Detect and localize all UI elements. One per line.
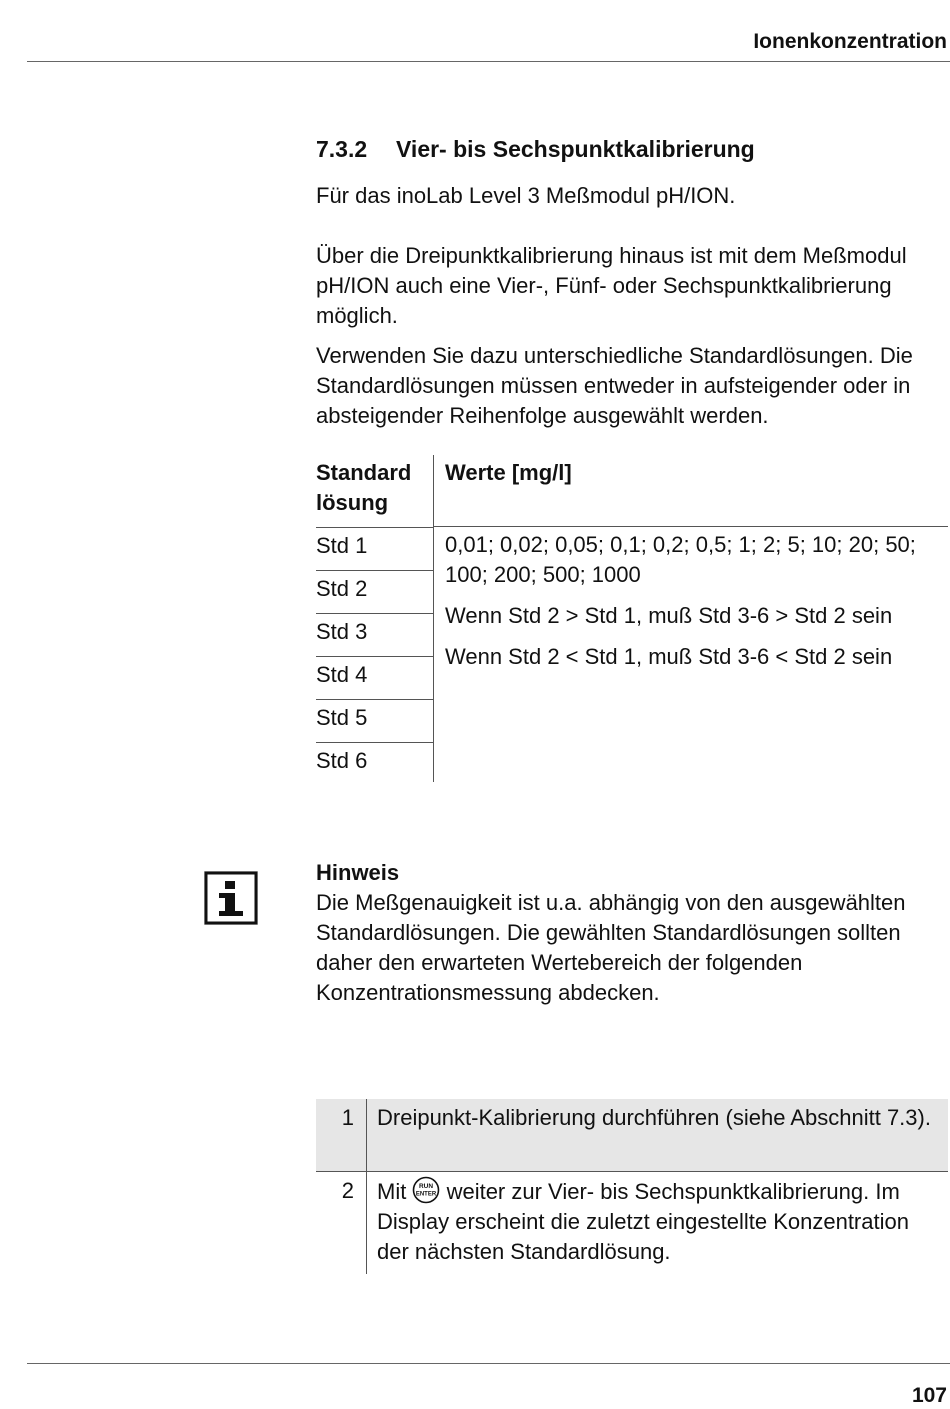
- intro-paragraph: Für das inoLab Level 3 Meßmodul pH/ION.: [316, 183, 736, 208]
- standards-table-header: [316, 455, 948, 527]
- section-title: Vier- bis Sechspunktkalibrierung: [396, 136, 755, 162]
- descending-rule: Wenn Std 2 < Std 1, muß Std 3-6 < Std 2 sein: [445, 644, 893, 669]
- header-values: Werte [mg/l]: [445, 460, 572, 485]
- table-row: Std 5: [316, 700, 433, 743]
- step-row: [316, 1172, 948, 1274]
- page-number: 107: [911, 1384, 947, 1407]
- header-standard-solution: Standard lösung: [316, 460, 412, 515]
- table-header-divider: [433, 526, 948, 527]
- key-label-top: RUN: [419, 1183, 434, 1190]
- note-text: Die Meßgenauigkeit ist u.a. abhängig von den ausgewählten Standardlösungen. Die gewählten Standardlösungen sollten daher den erwarteten Wertebereich der folgenden Konzentrationsmessung abdecken.: [316, 890, 906, 1005]
- step-text: [377, 1176, 942, 1267]
- steps-table: [316, 1099, 948, 1274]
- section-heading: [316, 136, 755, 163]
- step-text-after: weiter zur Vier- bis Sechspunktkalibrierung. Im Display erscheint die zuletzt eingestellte Konzentration der nächsten Standardlösung.: [377, 1179, 909, 1264]
- note-title: Hinweis: [316, 860, 400, 885]
- table-row: Std 6: [316, 748, 368, 773]
- table-row: Std 1: [316, 527, 433, 571]
- standards-list: [316, 527, 433, 785]
- table-row: Std 4: [316, 657, 433, 700]
- standards-values: [445, 530, 945, 683]
- info-icon: [203, 870, 259, 926]
- run-enter-key-icon: [412, 1176, 440, 1204]
- step-row: [316, 1099, 948, 1172]
- step-divider: [366, 1172, 367, 1274]
- description-paragraph: Über die Dreipunktkalibrierung hinaus ist mit dem Meßmodul pH/ION auch eine Vier-, Fünf- oder Sechspunktkalibrierung möglich.: [316, 243, 907, 328]
- instruction-paragraph: Verwenden Sie dazu unterschiedliche Standardlösungen. Die Standardlösungen müssen entweder in aufsteigender oder in absteigender Reihenfolge ausgewählt werden.: [316, 343, 913, 428]
- step-number: 2: [341, 1178, 354, 1203]
- footer-divider: [27, 1363, 950, 1364]
- step-divider: [366, 1099, 367, 1171]
- step-text: Dreipunkt-Kalibrierung durchführen (siehe Abschnitt 7.3).: [377, 1105, 931, 1130]
- step-text-before: Mit: [377, 1179, 407, 1204]
- table-row: Std 2: [316, 571, 433, 614]
- page-header-title: Ionenkonzentration: [753, 30, 947, 53]
- value-list: 0,01; 0,02; 0,05; 0,1; 0,2; 0,5; 1; 2; 5; 10; 20; 50; 100; 200; 500; 1000: [445, 532, 916, 587]
- header-divider: [27, 61, 950, 62]
- table-column-divider: [433, 455, 434, 782]
- table-row: Std 3: [316, 614, 433, 657]
- key-label-bottom: ENTER: [416, 1191, 437, 1198]
- ascending-rule: Wenn Std 2 > Std 1, muß Std 3-6 > Std 2 sein: [445, 603, 893, 628]
- step-number: 1: [341, 1105, 354, 1130]
- section-number: 7.3.2: [316, 136, 368, 162]
